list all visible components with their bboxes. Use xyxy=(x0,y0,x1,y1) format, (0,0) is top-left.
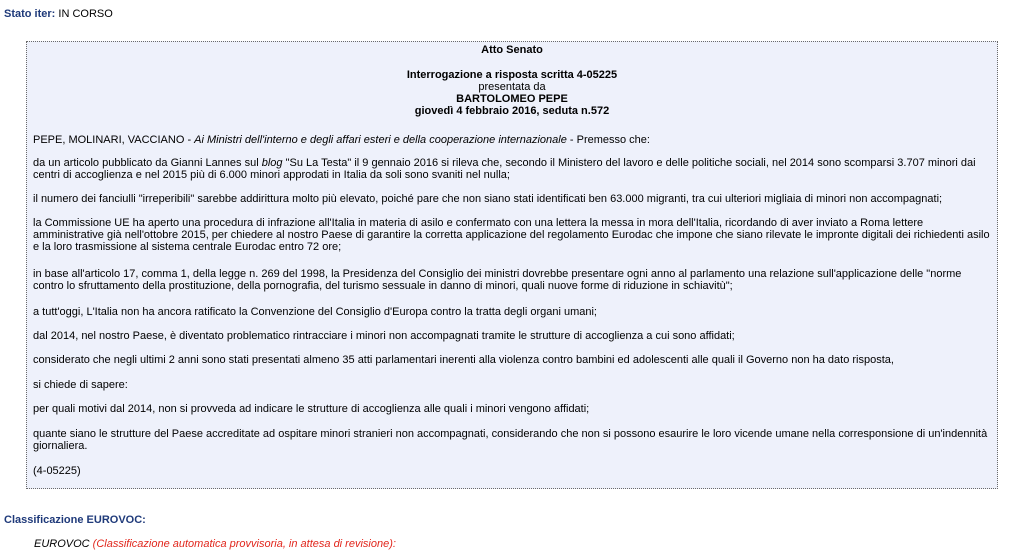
intro-tail: - Premesso che: xyxy=(566,134,650,146)
p1-blog: blog xyxy=(261,157,283,169)
paragraph-2: il numero dei fanciulli "irreperibili" sarebbe addirittura molto più elevato, poiché pare che non siano stati identificati ben 63.000 migranti, tra cui ulteriori migliaia di minori non accompagnati; xyxy=(33,193,943,205)
eurovoc-line xyxy=(34,538,396,550)
atto-subtitle: Interrogazione a risposta scritta 4-05225 xyxy=(406,69,618,81)
eurovoc-label: EUROVOC xyxy=(34,538,90,550)
paragraph-9: per quali motivi dal 2014, non si provveda ad indicare le strutture di accoglienza alle quali i minori vengono affidati; xyxy=(33,403,590,415)
paragraph-8: si chiede di sapere: xyxy=(33,379,128,391)
paragraph-4: in base all'articolo 17, comma 1, della legge n. 269 del 1998, la Presidenza del Consiglio dei ministri dovrebbe presentare ogni anno al parlamento una relazione sull'applicazione delle "norme contro lo sfruttamento della prostituzione, della pornografia, del turismo sessuale in danno di minori, quali nuove forme di riduzione in schiavitù"; xyxy=(33,268,962,292)
eurovoc-note: (Classificazione automatica provvisoria, in attesa di revisione): xyxy=(89,538,396,550)
paragraph-6: dal 2014, nel nostro Paese, è diventato problematico rintracciare i minori non accompagnati tramite le strutture di accoglienza a cui sono affidati; xyxy=(33,330,735,342)
p1-start: da un articolo pubblicato da Gianni Lannes sul xyxy=(33,157,262,169)
atto-header xyxy=(27,69,997,117)
atto-box xyxy=(26,41,998,489)
presented-by: presentata da xyxy=(478,81,546,93)
intro-paragraph xyxy=(33,134,991,146)
paragraph-3: la Commissione UE ha aperto una procedura di infrazione all'Italia in materia di asilo e confermato con una lettera la messa in mora dell'Italia, ricordando di aver inviato a Roma lettere amministrative già nell'ottobre 2015, per chiedere al nostro Paese di garantire la corretta applicazione del regolamento Eurodac che impone che siano rilevate le impronte digitali dei richiedenti asilo e la loro trasmissione al sistema centrale Eurodac entro 72 ore; xyxy=(33,217,990,253)
intro-addressee: Ai Ministri dell'interno e degli affari esteri e della cooperazione internazionale xyxy=(194,134,567,146)
paragraph-7: considerato che negli ultimi 2 anni sono stati presentati almeno 35 atti parlamentari inerenti alla violenza contro bambini ed adolescenti alle quali il Governo non ha dato risposta, xyxy=(33,354,894,366)
status-line xyxy=(4,8,113,20)
paragraph-5: a tutt'oggi, L'Italia non ha ancora ratificato la Convenzione del Consiglio d'Europa contro la tratta degli organi umani; xyxy=(33,306,597,318)
atto-date: giovedì 4 febbraio 2016, seduta n.572 xyxy=(414,105,610,117)
eurovoc-heading: Classificazione EUROVOC: xyxy=(4,514,146,526)
intro-names: PEPE, MOLINARI, VACCIANO - xyxy=(33,134,195,146)
p1-end: "Su La Testa" il 9 gennaio 2016 si rileva che, secondo il Ministero del lavoro e delle politiche sociali, nel 2014 sono scomparsi 3.707 minori dai centri di accoglienza e nel 2015 più di 6.000 minori approdati in Italia da soli sono svaniti nel nulla; xyxy=(33,157,976,181)
atto-reference: (4-05225) xyxy=(33,465,81,477)
status-label: Stato iter: xyxy=(4,8,56,20)
atto-title: Atto Senato xyxy=(481,44,543,56)
author-name: BARTOLOMEO PEPE xyxy=(456,93,568,105)
paragraph-10: quante siano le strutture del Paese accreditate ad ospitare minori stranieri non accompagnati, considerando che non si possono esaurire le loro vicende umane nella corresponsione di un'indennità giornaliera. xyxy=(33,428,988,452)
status-value: IN CORSO xyxy=(58,8,113,20)
paragraph-1 xyxy=(33,157,991,181)
